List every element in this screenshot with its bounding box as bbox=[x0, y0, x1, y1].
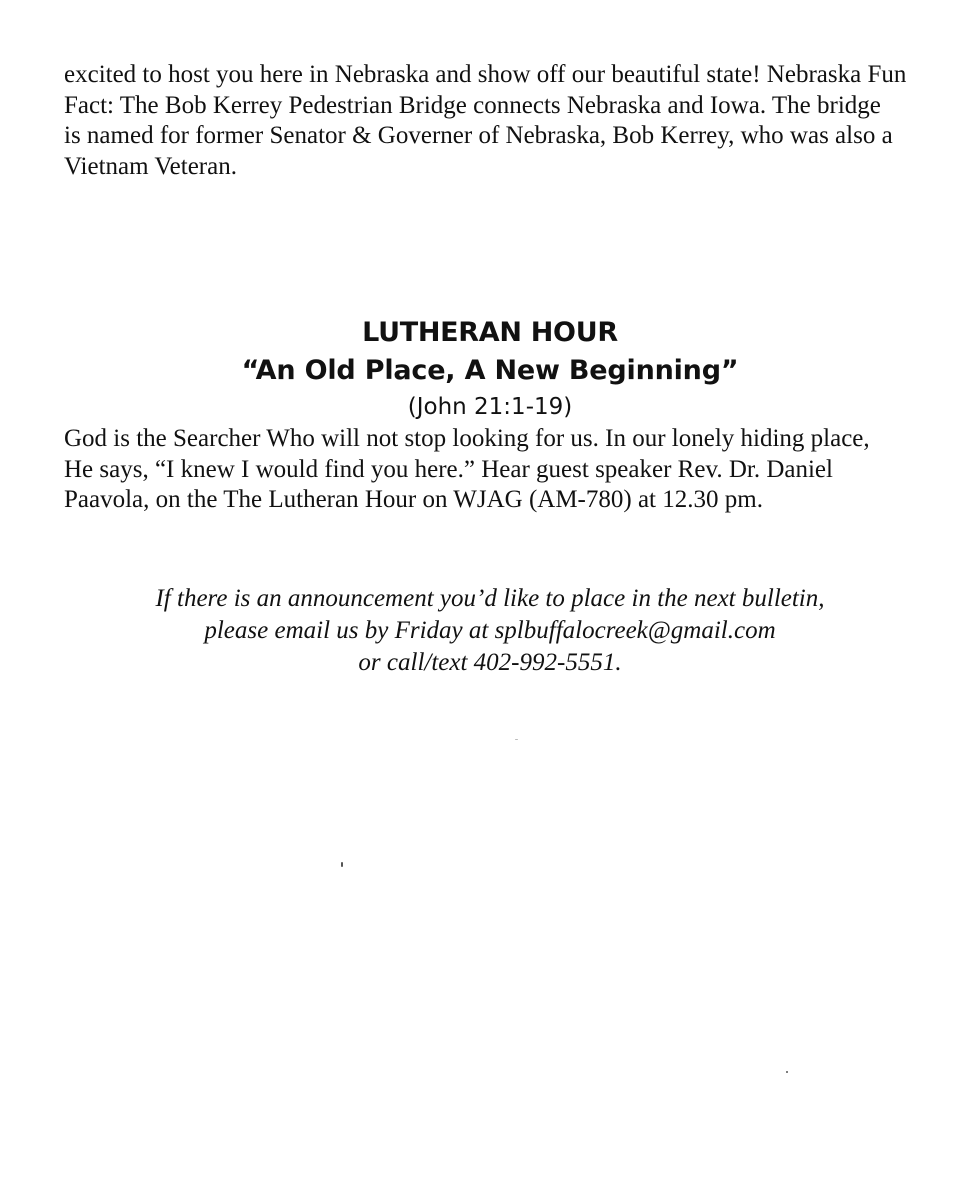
announcement-line: or call/text 402-992-5551. bbox=[358, 649, 622, 676]
lutheran-hour-body-line: Paavola, on the The Lutheran Hour on WJAG (AM-780) at 12.30 pm. bbox=[64, 486, 763, 513]
lutheran-hour-body bbox=[64, 424, 914, 516]
scan-speck bbox=[341, 862, 343, 867]
announcement-notice bbox=[0, 583, 980, 679]
intro-line: is named for former Senator & Governer of Nebraska, Bob Kerrey, who was also a bbox=[64, 122, 893, 149]
scripture-reference: (John 21:1-19) bbox=[407, 394, 573, 420]
intro-paragraph bbox=[64, 60, 914, 182]
intro-line: Vietnam Veteran. bbox=[64, 152, 237, 180]
announcement-line: please email us by Friday at splbuffalocreek@gmail.com bbox=[204, 617, 776, 644]
scan-speck bbox=[786, 1071, 788, 1073]
intro-line: Fact: The Bob Kerrey Pedestrian Bridge connects Nebraska and Iowa. The bridge bbox=[64, 91, 881, 119]
scan-speck bbox=[515, 739, 518, 740]
lutheran-hour-body-line: God is the Searcher Who will not stop looking for us. In our lonely hiding place, bbox=[64, 425, 870, 452]
lutheran-hour-subtitle: “An Old Place, A New Beginning” bbox=[241, 355, 739, 386]
announcement-line: If there is an announcement you’d like to place in the next bulletin, bbox=[155, 585, 825, 612]
lutheran-hour-body-line: He says, “I knew I would find you here.” Hear guest speaker Rev. Dr. Daniel bbox=[64, 455, 833, 483]
lutheran-hour-title: LUTHERAN HOUR bbox=[362, 317, 618, 348]
intro-line: excited to host you here in Nebraska and show off our beautiful state! Nebraska Fun bbox=[64, 61, 907, 88]
